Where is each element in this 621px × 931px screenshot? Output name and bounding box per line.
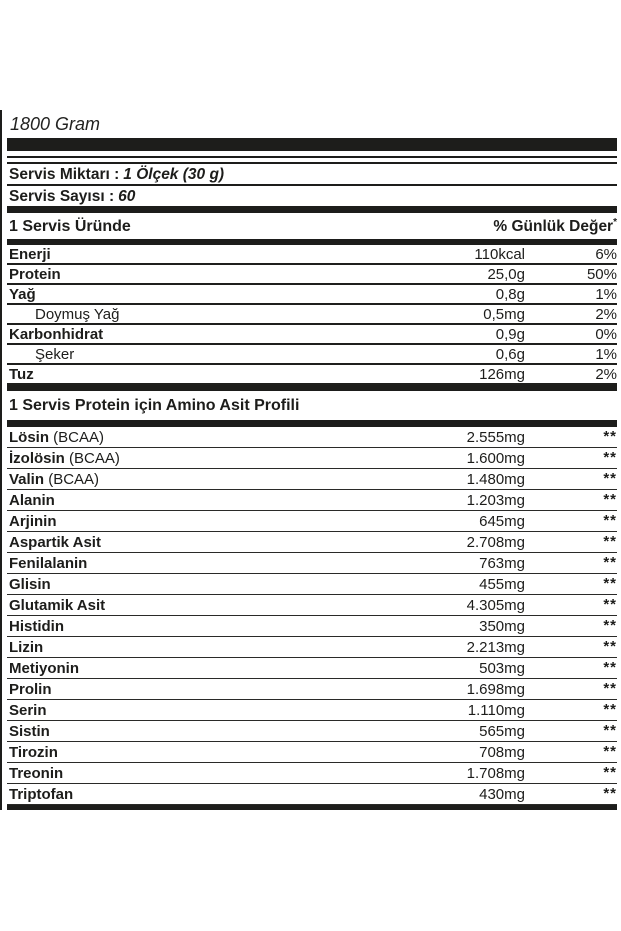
amino-acid-daily-value: **	[603, 469, 617, 487]
amino-acid-row	[7, 784, 617, 805]
amino-acid-amount: 708mg	[479, 743, 525, 761]
amino-acid-daily-value: **	[603, 427, 617, 445]
amino-acid-name: Arjinin	[9, 512, 57, 530]
nutrient-daily-value: 6%	[595, 245, 617, 263]
amino-acid-daily-value: **	[603, 448, 617, 466]
nutrient-row	[7, 265, 617, 285]
amino-acid-name: Alanin	[9, 491, 55, 509]
amino-acid-amount: 1.708mg	[466, 764, 525, 782]
amino-acid-daily-value: **	[603, 700, 617, 718]
amino-acid-daily-value: **	[603, 637, 617, 655]
nutrient-name: Şeker	[35, 345, 75, 363]
double-hairline-rule	[7, 156, 617, 164]
amino-acid-daily-value: **	[603, 511, 617, 529]
nutrient-daily-value: 1%	[595, 285, 617, 303]
amino-acid-daily-value: **	[603, 616, 617, 634]
amino-acid-name: Lösin (BCAA)	[9, 428, 105, 446]
amino-acid-amount: 503mg	[479, 659, 525, 677]
amino-acid-amount: 455mg	[479, 575, 525, 593]
amino-acid-amount: 1.110mg	[467, 701, 525, 719]
divider-bar	[7, 206, 617, 213]
amino-acid-daily-value: **	[603, 553, 617, 571]
amino-acid-daily-value: **	[603, 532, 617, 550]
amino-acid-row	[7, 532, 617, 553]
nutrient-row	[7, 325, 617, 345]
amino-acid-name-suffix: (BCAA)	[49, 428, 105, 446]
amino-acid-name: Histidin	[9, 617, 64, 635]
divider-bar-bottom	[7, 805, 617, 810]
amino-acid-row	[7, 721, 617, 742]
nutrient-row	[7, 365, 617, 385]
amino-acid-name: Serin	[9, 701, 47, 719]
amino-acid-daily-value: **	[603, 679, 617, 697]
divider-bar-top	[7, 138, 617, 151]
serving-size-label: Servis Miktarı :	[9, 166, 120, 183]
servings-count-row	[7, 186, 617, 206]
amino-acid-row	[7, 511, 617, 532]
amino-acid-amount: 2.555mg	[466, 428, 525, 446]
amino-acid-row	[7, 637, 617, 658]
amino-acid-amount: 1.600mg	[466, 449, 525, 467]
nutrient-amount: 110kcal	[474, 245, 525, 263]
amino-acid-row	[7, 595, 617, 616]
amino-acid-name: Glutamik Asit	[9, 596, 106, 614]
amino-acid-amount: 1.480mg	[466, 470, 525, 488]
nutrient-daily-value: 0%	[595, 325, 617, 343]
amino-acid-row	[7, 763, 617, 784]
amino-acid-row	[7, 700, 617, 721]
amino-acid-daily-value: **	[603, 742, 617, 760]
amino-acids-table	[7, 427, 617, 805]
amino-acid-row	[7, 574, 617, 595]
nutrient-row	[7, 305, 617, 325]
servings-count-value: 60	[118, 188, 136, 205]
nutrient-name: Karbonhidrat	[9, 325, 104, 343]
amino-acid-row	[7, 553, 617, 574]
nutrient-amount: 0,6g	[495, 345, 525, 363]
nutrient-daily-value: 2%	[595, 365, 617, 383]
nutrient-name: Doymuş Yağ	[35, 305, 120, 323]
amino-acid-amount: 565mg	[479, 722, 525, 740]
amino-acid-amount: 763mg	[479, 554, 525, 572]
amino-acid-name: Glisin	[9, 575, 51, 593]
amino-acid-amount: 4.305mg	[466, 596, 525, 614]
amino-acid-name: Fenilalanin	[9, 554, 88, 572]
amino-acid-name: Metiyonin	[9, 659, 79, 677]
serving-size-value: 1 Ölçek (30 g)	[123, 166, 225, 183]
amino-acid-amount: 430mg	[479, 785, 525, 803]
amino-acid-name: Lizin	[9, 638, 44, 656]
nutrient-amount: 126mg	[479, 365, 525, 383]
amino-acid-amount: 1.698mg	[466, 680, 525, 698]
nutrient-name: Protein	[9, 265, 61, 283]
amino-acid-daily-value: **	[603, 490, 617, 508]
nutrient-amount: 0,9g	[495, 325, 525, 343]
nutrient-row	[7, 285, 617, 305]
footnote-asterisk: *	[613, 217, 617, 228]
amino-acid-name: Aspartik Asit	[9, 533, 101, 551]
amino-acid-name: Prolin	[9, 680, 52, 698]
amino-acid-row	[7, 658, 617, 679]
amino-acid-amount: 2.708mg	[466, 533, 525, 551]
nutrient-row	[7, 245, 617, 265]
nutrient-name: Yağ	[9, 285, 36, 303]
amino-acid-amount: 1.203mg	[466, 491, 525, 509]
amino-acid-daily-value: **	[603, 574, 617, 592]
table-columns-header	[7, 213, 617, 239]
per-serving-heading: 1 Servis Üründe	[9, 218, 131, 236]
amino-acid-row	[7, 448, 617, 469]
amino-acid-row	[7, 490, 617, 511]
amino-acid-section-title: 1 Servis Protein için Amino Asit Profili	[9, 397, 300, 415]
serving-size-row	[7, 164, 617, 186]
amino-acid-amount: 2.213mg	[466, 638, 525, 656]
amino-acid-name: Sistin	[9, 722, 50, 740]
amino-acid-daily-value: **	[603, 658, 617, 676]
divider-bar	[7, 420, 617, 427]
nutrient-daily-value: 50%	[586, 265, 617, 283]
nutrients-table	[7, 245, 617, 385]
nutrient-amount: 0,5mg	[483, 305, 525, 323]
nutrition-facts-label	[0, 110, 617, 810]
product-weight-title: 1800 Gram	[10, 114, 101, 134]
amino-acid-daily-value: **	[603, 721, 617, 739]
amino-acid-daily-value: **	[603, 763, 617, 781]
amino-acid-amount: 350mg	[479, 617, 525, 635]
amino-acid-name-suffix: (BCAA)	[64, 449, 120, 467]
amino-acid-daily-value: **	[603, 784, 617, 802]
amino-acid-daily-value: **	[603, 595, 617, 613]
amino-acid-name: Tirozin	[9, 743, 58, 761]
amino-acid-row	[7, 427, 617, 448]
amino-acid-row	[7, 679, 617, 700]
nutrient-amount: 25,0g	[487, 265, 525, 283]
amino-acid-name: İzolösin (BCAA)	[9, 449, 120, 467]
servings-count-label: Servis Sayısı :	[9, 188, 115, 205]
nutrient-row	[7, 345, 617, 365]
amino-acid-row	[7, 616, 617, 637]
amino-acid-name: Valin (BCAA)	[9, 470, 100, 488]
nutrient-daily-value: 2%	[595, 305, 617, 323]
amino-acid-name: Treonin	[9, 764, 64, 782]
amino-acid-row	[7, 469, 617, 490]
amino-acid-amount: 645mg	[479, 512, 525, 530]
nutrient-amount: 0,8g	[495, 285, 525, 303]
amino-acid-name-suffix: (BCAA)	[44, 470, 100, 488]
amino-acid-name: Triptofan	[9, 785, 74, 803]
amino-acid-row	[7, 742, 617, 763]
nutrient-daily-value: 1%	[595, 345, 617, 363]
nutrient-name: Enerji	[9, 245, 51, 263]
nutrient-name: Tuz	[9, 365, 34, 383]
daily-value-heading: % Günlük Değer*	[493, 217, 617, 236]
